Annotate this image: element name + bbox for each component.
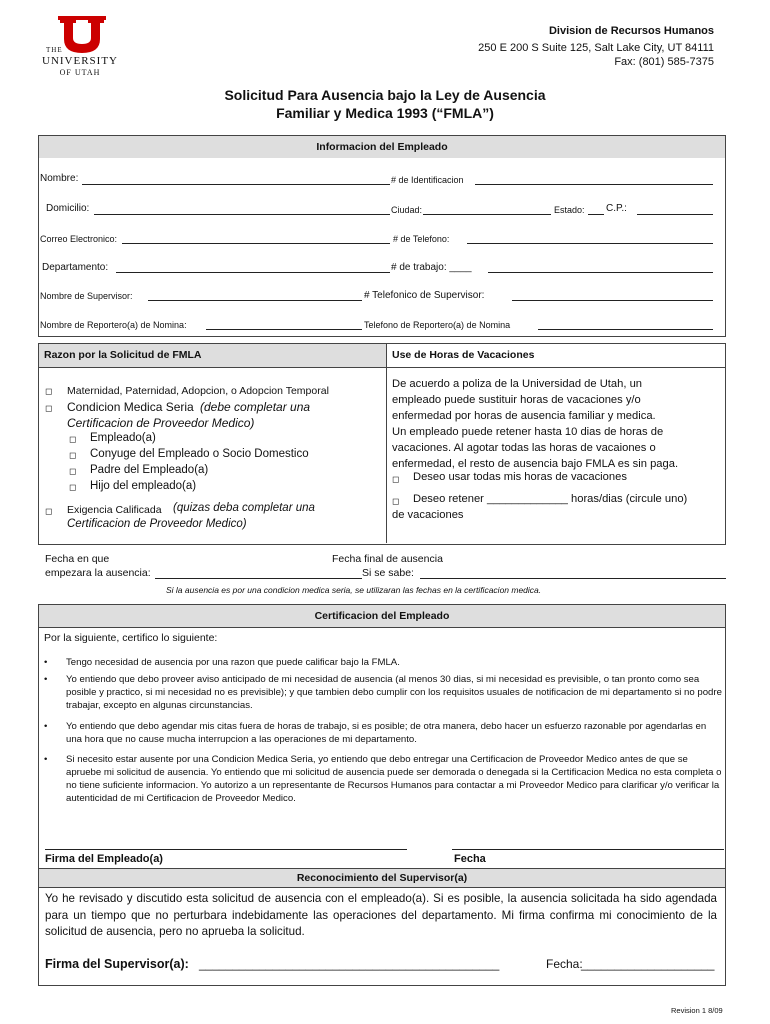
reason-condicion-note: (debe completar una — [200, 400, 311, 414]
supervisor-statement: Yo he revisado y discutido esta solicitud de ausencia con el empleado(a). Si es posible, la ausencia solicitada ha sido agendada para un tiempo que no perturbara indebidamente las operaciones del departamento. Mi firma confirma mi conocimiento de la solicitud de ausencia, pero no aprueba la solicitud. — [45, 892, 717, 938]
department-fax: Fax: (801) 585-7375 — [614, 56, 714, 68]
department-address: 250 E 200 S Suite 125, Salt Lake City, UT 84111 — [478, 42, 714, 54]
tel-reportero-field[interactable] — [538, 329, 713, 330]
reason-heading: Razon por la Solicitud de FMLA — [44, 349, 202, 361]
checkbox-usar-vacaciones[interactable]: ◻ — [392, 474, 400, 484]
vacation-line: Un empleado puede retener hasta 10 dias de horas de — [392, 426, 664, 438]
telefono-label: # de Telefono: — [393, 234, 450, 244]
end-date-label: Fecha final de ausencia — [332, 553, 443, 565]
bullet-dot: • — [44, 754, 48, 765]
estado-field[interactable] — [588, 214, 604, 215]
checkbox-condicion-medica[interactable]: ◻ — [45, 403, 53, 413]
reason-conyuge: Conyuge del Empleado o Socio Domestico — [90, 448, 309, 460]
supervisor-label: Nombre de Supervisor: — [40, 291, 133, 301]
checkbox-retener-vacaciones[interactable]: ◻ — [392, 496, 400, 506]
logo-the: THE — [46, 46, 63, 54]
supervisor-date-label: Fecha: — [546, 957, 583, 971]
checkbox-hijo[interactable]: ◻ — [69, 482, 77, 492]
domicilio-label: Domicilio: — [46, 203, 90, 214]
start-date-label-2: empezara la ausencia: — [45, 567, 151, 579]
bullet-dot: • — [44, 674, 48, 685]
vacation-option-retener: Deseo retener _____________ horas/dias (circule uno) — [413, 493, 688, 505]
tel-reportero-label: Telefono de Reportero(a) de Nomina — [364, 320, 511, 330]
vacation-policy-text — [392, 376, 678, 472]
employee-date-field[interactable] — [452, 849, 724, 850]
vacation-option-usar: Deseo usar todas mis horas de vacaciones — [413, 471, 627, 483]
cp-label: C.P.: — [606, 203, 627, 214]
revision-label: Revision 1 8/09 — [671, 1006, 723, 1015]
vacation-option-retener-2: de vacaciones — [392, 509, 464, 521]
employee-info-section — [38, 135, 726, 337]
logo-university: UNIVERSITY — [42, 55, 118, 67]
supervisor-heading: Reconocimiento del Supervisor(a) — [39, 869, 725, 887]
checkbox-padre[interactable]: ◻ — [69, 466, 77, 476]
certification-bullet — [44, 753, 722, 805]
bullet-text: Si necesito estar ausente por una Condicion Medica Seria, yo entiendo que debo entregar una Certificacion de Proveedor Medico antes de que se apruebe mi solicitud de ausencia. Yo entiendo que mi solicitud de ausencia puede ser demorada o denegada si la Certificacion Medica no esta completa o no tiene suficiente informacion. Yo autorizo a un representante de Recursos Humanos para contactar a mi Proveedor Medico para clarificar y/o verificar la autenticidad de mi Certificacion de Proveedor Medico. — [66, 754, 722, 804]
certification-heading: Certificacion del Empleado — [39, 605, 725, 627]
reason-hijo: Hijo del empleado(a) — [90, 480, 197, 492]
reportero-field[interactable] — [206, 329, 362, 330]
logo-of-utah: OF UTAH — [59, 68, 101, 77]
vacation-line: empleado puede sustituir horas de vacaciones y/o — [392, 394, 641, 406]
id-label: # de Identificacion — [391, 175, 464, 185]
certification-bullet — [44, 673, 726, 712]
supervisor-signature-label: Firma del Supervisor(a): — [45, 957, 189, 971]
nombre-field[interactable] — [82, 184, 390, 185]
vacation-line: enfermedad, el resto de ausencia bajo FMLA es sin paga. — [392, 458, 679, 470]
tel-supervisor-field[interactable] — [512, 300, 713, 301]
vacation-line: vacaciones. Al agotar todas las horas de vacaiones o — [392, 442, 656, 454]
reason-exigencia-note: (quizas deba completar una — [173, 502, 315, 514]
end-date-field[interactable] — [420, 578, 726, 579]
correo-label: Correo Electronico: — [40, 234, 118, 244]
bullet-text: Yo entiendo que debo agendar mis citas fuera de horas de trabajo, si es posible; de otra manera, debo hacer un esfuerzo razonable por agendarlas en una hora que no cause mucha interrupcion a las operaciones de mi departamento. — [66, 721, 707, 745]
correo-field[interactable] — [122, 243, 390, 244]
vacation-line: enfermedad por horas de ausencia familiar y medica. — [392, 410, 656, 422]
bullet-dot: • — [44, 721, 48, 732]
employee-signature-field[interactable] — [45, 849, 407, 850]
reason-exigencia: Exigencia Calificada — [67, 504, 162, 516]
reason-condicion-medica: Condicion Medica Seria — [67, 400, 194, 414]
ciudad-field[interactable] — [423, 214, 551, 215]
supervisor-date-field[interactable]: ____________________ — [581, 957, 715, 971]
estado-label: Estado: — [554, 205, 585, 215]
department-name: Division de Recursos Humanos — [548, 25, 714, 37]
form-title-line2: Familiar y Medica 1993 (“FMLA”) — [276, 105, 494, 121]
form-title — [0, 86, 770, 122]
certification-bullet — [44, 720, 720, 746]
certification-bullet — [44, 656, 720, 669]
employee-date-label: Fecha — [454, 853, 486, 865]
start-date-label: Fecha en que — [45, 553, 110, 565]
tel-supervisor-label: # Telefonico de Supervisor: — [364, 290, 485, 301]
vacation-line: De acuerdo a poliza de la Universidad de Utah, un — [392, 378, 643, 390]
telefono-field[interactable] — [467, 243, 713, 244]
employee-signature-label: Firma del Empleado(a) — [45, 853, 163, 865]
reportero-label: Nombre de Reportero(a) de Nomina: — [40, 320, 187, 330]
heading-rule — [39, 367, 725, 368]
bullet-text: Yo entiendo que debo proveer aviso anticipado de mi necesidad de ausencia (al menos 30 dias, si mi necesidad es previsible, o tan pronto como sea posible y practico, si mi necesidad no es previsible); y que tambien debo cumplir con los requisitos usuales de notificacion de mi departamento si no podre trabajar, excepto en algunas circunstancias. — [66, 674, 722, 711]
trabajo-label: # de trabajo: ____ — [391, 262, 472, 273]
reason-empleado: Empleado(a) — [90, 432, 156, 444]
nombre-label: Nombre: — [40, 173, 79, 184]
domicilio-field[interactable] — [94, 214, 390, 215]
reason-condicion-note-2: Certificacion de Proveedor Medico) — [67, 416, 255, 430]
supervisor-signature-field[interactable]: _____________________________________________ — [199, 957, 500, 971]
departamento-label: Departamento: — [42, 262, 109, 273]
reason-maternidad: Maternidad, Paternidad, Adopcion, o Adopcion Temporal — [67, 385, 329, 397]
medical-dates-note: Si la ausencia es por una condicion medica seria, se utilizaran las fechas en la certificacion medica. — [166, 585, 542, 595]
supervisor-rule — [39, 887, 725, 888]
column-divider — [386, 344, 387, 543]
checkbox-exigencia[interactable]: ◻ — [45, 506, 53, 516]
certification-rule — [39, 627, 725, 628]
reason-padre: Padre del Empleado(a) — [90, 464, 209, 476]
department-address-block — [478, 24, 714, 69]
bullet-text: Tengo necesidad de ausencia por una razon que puede calificar bajo la FMLA. — [66, 657, 400, 668]
supervisor-field[interactable] — [148, 300, 362, 301]
start-date-field[interactable] — [155, 578, 362, 579]
form-title-line1: Solicitud Para Ausencia bajo la Ley de Ausencia — [224, 87, 546, 103]
ciudad-label: Ciudad: — [391, 205, 423, 215]
certification-intro: Por la siguiente, certifico lo siguiente: — [44, 632, 218, 644]
logo-wordmark — [40, 45, 120, 78]
checkbox-empleado[interactable]: ◻ — [69, 434, 77, 444]
trabajo-field[interactable] — [488, 272, 713, 273]
checkbox-maternidad[interactable]: ◻ — [45, 386, 53, 396]
vacation-heading: Use de Horas de Vacaciones — [392, 349, 535, 361]
id-field[interactable] — [475, 184, 713, 185]
checkbox-conyuge[interactable]: ◻ — [69, 450, 77, 460]
reason-exigencia-note-2: Certificacion de Proveedor Medico) — [67, 518, 247, 530]
end-date-label-2: Si se sabe: — [362, 567, 414, 579]
bullet-dot: • — [44, 657, 48, 668]
departamento-field[interactable] — [116, 272, 390, 273]
cp-field[interactable] — [637, 214, 713, 215]
employee-info-heading: Informacion del Empleado — [39, 136, 725, 158]
